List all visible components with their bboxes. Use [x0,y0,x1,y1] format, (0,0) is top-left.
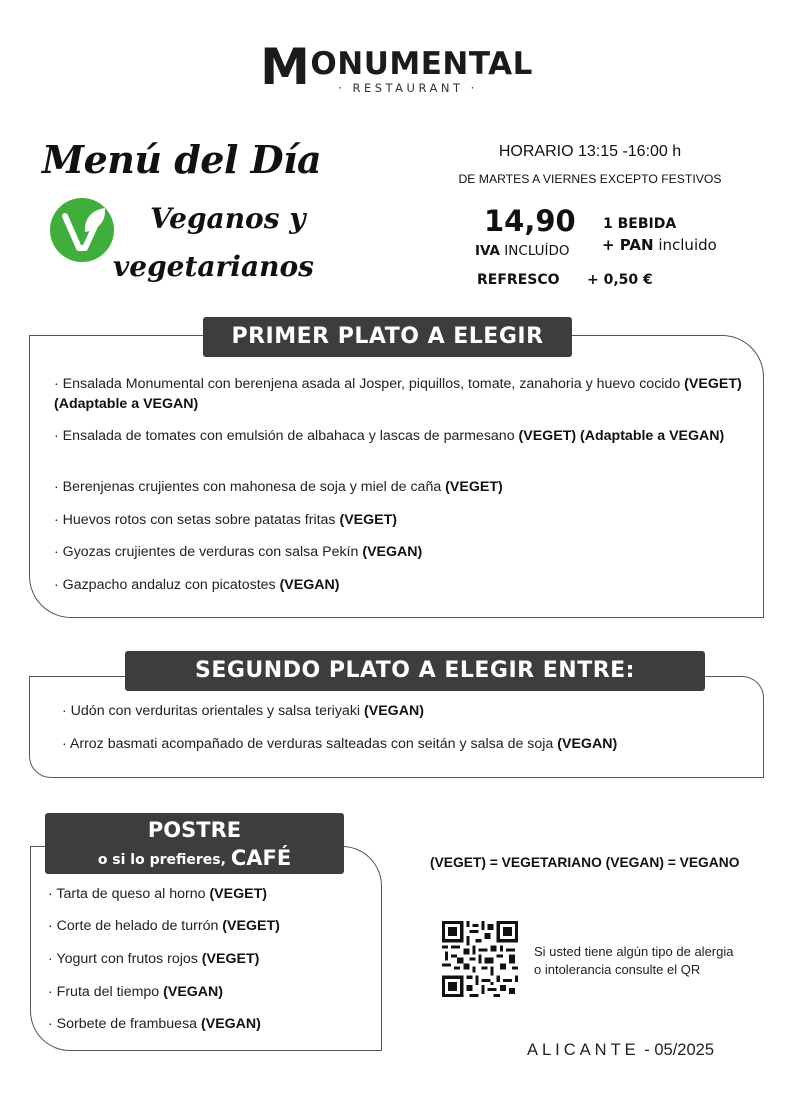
list-item: · Gyozas crujientes de verduras con salsa Pekín (VEGAN) [54,544,423,560]
pan-note [602,236,717,254]
postre-heading [45,813,344,874]
postre-title: POSTRE [147,818,242,842]
footer-location-date [527,1041,714,1060]
alergia-note [534,943,733,979]
list-item: · Sorbete de frambuesa (VEGAN) [48,1016,261,1032]
menu-title: Menú del Día [42,137,322,182]
list-item: · Berenjenas crujientes con mahonesa de soja y miel de caña (VEGET) [54,479,503,495]
tag-legend: (VEGET) = VEGETARIANO (VEGAN) = VEGANO [430,855,740,870]
segundo-plato-heading: SEGUNDO PLATO A ELEGIR ENTRE: [125,651,705,691]
bebida-note: 1 BEBIDA [603,216,677,232]
list-item: · Arroz basmati acompañado de verduras salteadas con seitán y salsa de soja (VEGAN) [62,736,618,752]
horario: HORARIO 13:15 -16:00 h [498,143,682,160]
qr-code-icon[interactable] [442,921,518,997]
veg-title-line2: vegetarianos [113,250,314,283]
list-item: · Tarta de queso al horno (VEGET) [48,886,267,902]
iva-bold: IVA [475,243,501,259]
list-item: · Yogurt con frutos rojos (VEGET) [48,951,260,967]
list-item: · Ensalada de tomates con emulsión de albahaca y lascas de parmesano (VEGET) (Adaptable a VEGAN) [54,428,725,444]
logo-initial: M [260,38,311,96]
iva-rest: INCLUÍDO [500,243,570,259]
pan-rest: incluido [653,236,717,254]
list-item: · Huevos rotos con setas sobre patatas fritas (VEGET) [54,512,398,528]
footer-city: ALICANTE [527,1041,640,1059]
dias: DE MARTES A VIERNES EXCEPTO FESTIVOS [458,172,722,186]
menu-price: 14,90 [484,204,576,238]
list-item: · Ensalada Monumental con berenjena asada al Josper, piquillos, tomate, zanahoria y huevo cocido (VEGET) (Adaptable a VEGAN) [54,376,742,412]
list-item: · Corte de helado de turrón (VEGET) [48,918,280,934]
cafe-label: CAFÉ [230,846,292,870]
veg-title-line1: Veganos y [150,202,306,235]
logo-subtitle: · RESTAURANT · [338,81,478,95]
segundo-plato-box [29,676,764,778]
vegan-v-icon [50,198,114,262]
primer-plato-heading: PRIMER PLATO A ELEGIR [203,317,572,357]
refresco-price: + 0,50 € [587,272,653,288]
iva-note [475,243,570,259]
list-item: · Gazpacho andaluz con picatostes (VEGAN) [54,577,340,593]
pan-bold: + PAN [602,236,654,254]
footer-date: - 05/2025 [639,1041,714,1059]
alergia-line2: o intolerancia consulte el QR [534,962,701,977]
refresco-label: REFRESCO [477,272,560,288]
alergia-line1: Si usted tiene algún tipo de alergia [534,944,734,959]
logo-name: ONUMENTAL [310,46,533,82]
list-item: · Udón con verduritas orientales y salsa teriyaki (VEGAN) [62,703,424,719]
postre-subtitle: o si lo prefieres, CAFÉ [97,846,292,870]
list-item: · Fruta del tiempo (VEGAN) [48,984,224,1000]
